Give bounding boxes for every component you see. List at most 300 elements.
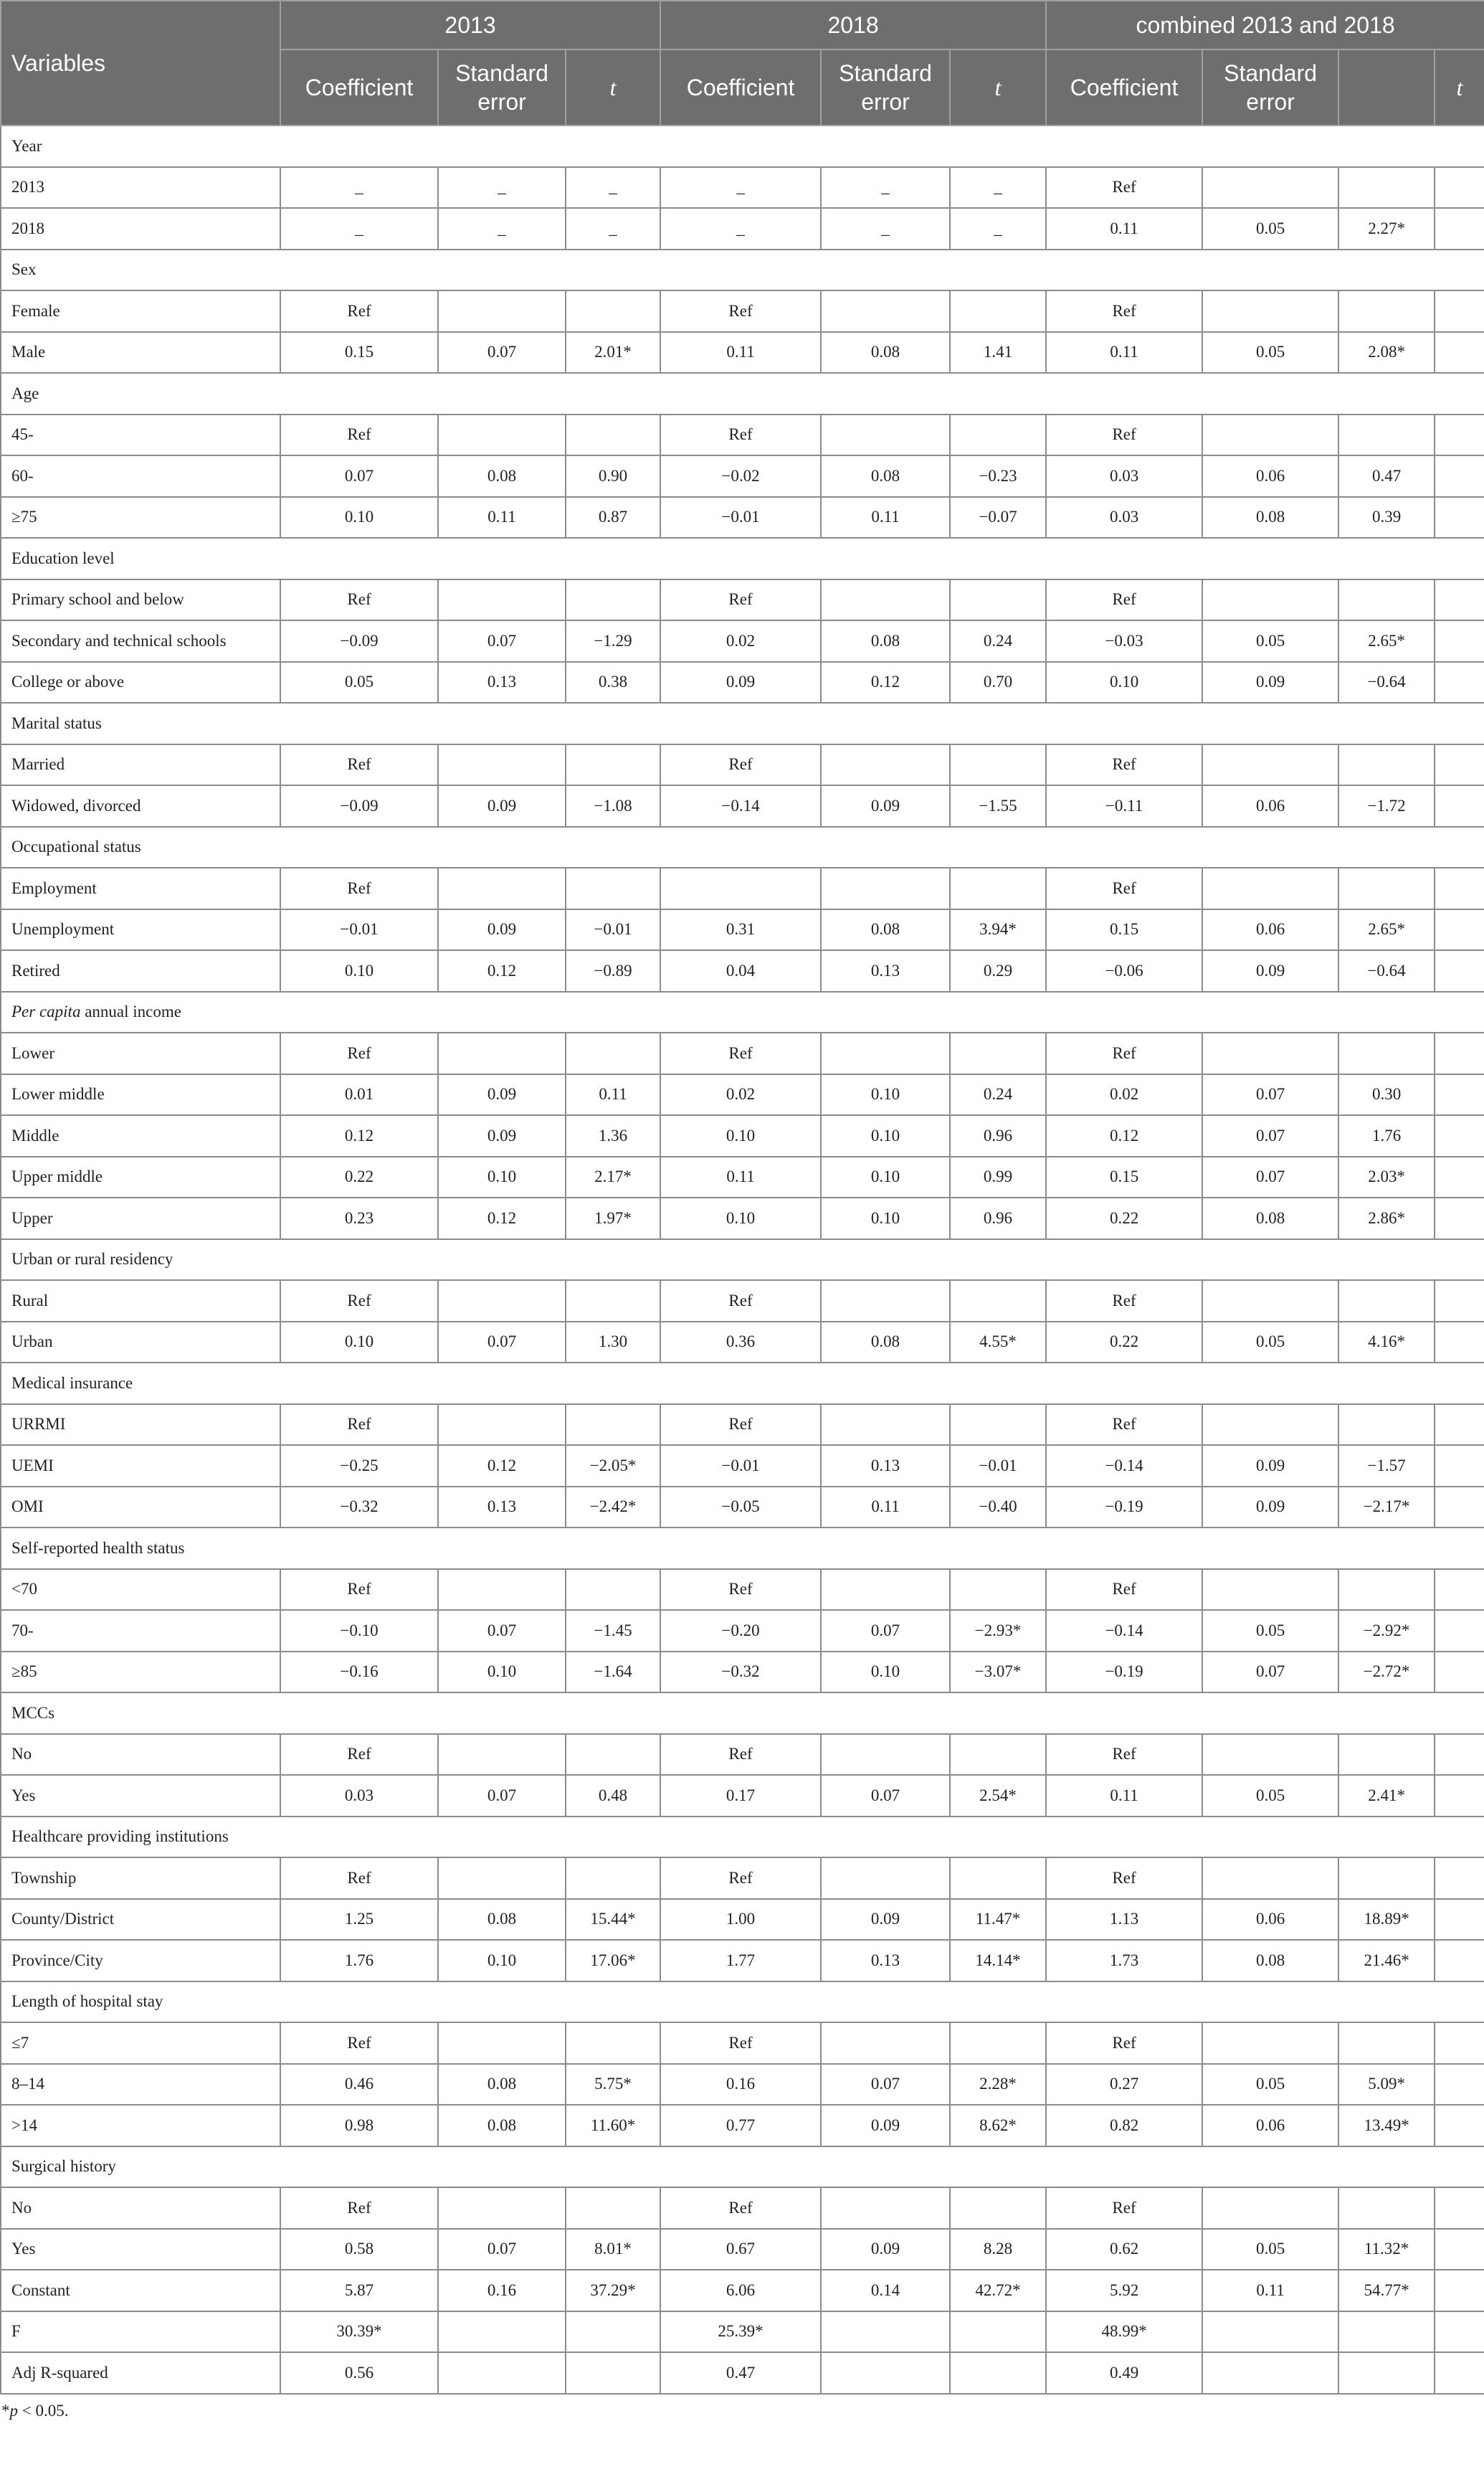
table-cell: 0.39 — [1338, 497, 1435, 539]
table-cell — [950, 1033, 1046, 1074]
table-cell: 0.10 — [438, 1652, 566, 1693]
table-cell: −1.08 — [566, 785, 660, 827]
table-cell — [950, 579, 1046, 621]
row-label: Urban — [1, 1322, 280, 1363]
table-cell — [950, 2022, 1046, 2064]
row-label: 70- — [1, 1610, 280, 1652]
table-cell — [1435, 208, 1484, 250]
table-cell: Ref — [1046, 1404, 1202, 1446]
header-t-2013: t — [566, 49, 660, 125]
header-se-2013: Standard error — [438, 49, 566, 125]
table-cell: 11.32* — [1338, 2229, 1435, 2270]
table-cell: 0.12 — [821, 662, 950, 704]
table-cell — [566, 744, 660, 786]
table-cell: 0.56 — [280, 2352, 438, 2394]
table-cell — [950, 415, 1046, 456]
table-cell: 0.02 — [660, 1074, 821, 1116]
table-cell — [438, 1857, 566, 1899]
group-label-text: Surgical history — [11, 2157, 116, 2176]
header-2013: 2013 — [280, 1, 660, 49]
table-cell — [566, 415, 660, 456]
header-2018: 2018 — [660, 1, 1046, 49]
table-cell: _ — [566, 208, 660, 250]
table-cell: 0.07 — [438, 2229, 566, 2270]
table-row — [1, 1198, 1484, 1239]
table-cell — [566, 1569, 660, 1611]
table-cell: −0.01 — [660, 497, 821, 539]
table-cell: Ref — [280, 1857, 438, 1899]
table-cell — [1435, 744, 1484, 786]
table-cell — [1435, 2064, 1484, 2106]
table-cell: 0.07 — [1202, 1074, 1338, 1116]
table-row — [1, 208, 1484, 250]
header-t-2018: t — [950, 49, 1046, 125]
table-cell — [821, 1280, 950, 1322]
table-cell — [1338, 167, 1435, 209]
table-cell: Ref — [280, 1280, 438, 1322]
table-cell: −1.45 — [566, 1610, 660, 1652]
table-cell: −0.32 — [660, 1652, 821, 1693]
table-cell — [821, 868, 950, 909]
table-cell: 1.41 — [950, 332, 1046, 374]
table-cell — [438, 579, 566, 621]
table-cell: 0.10 — [280, 950, 438, 992]
table-cell: 25.39* — [660, 2311, 821, 2353]
row-label: No — [1, 2187, 280, 2229]
table-cell: _ — [950, 167, 1046, 209]
row-label: Secondary and technical schools — [1, 620, 280, 662]
row-label: Male — [1, 332, 280, 374]
table-cell: 5.87 — [280, 2270, 438, 2311]
table-cell: 0.05 — [1202, 1322, 1338, 1363]
group-header-row — [1, 1528, 1484, 1569]
row-label: 2018 — [1, 208, 280, 250]
table-cell: −0.14 — [660, 785, 821, 827]
row-label: County/District — [1, 1899, 280, 1941]
table-cell: 2.27* — [1338, 208, 1435, 250]
group-header-row — [1, 827, 1484, 868]
table-cell: Ref — [660, 579, 821, 621]
table-cell: 1.36 — [566, 1115, 660, 1157]
group-label — [1, 1363, 1484, 1404]
row-label: 2013 — [1, 167, 280, 209]
table-cell: 8.62* — [950, 2105, 1046, 2146]
table-cell: 0.38 — [566, 662, 660, 704]
table-cell: 1.13 — [1046, 1899, 1202, 1941]
table-cell — [1202, 1280, 1338, 1322]
table-cell — [1435, 415, 1484, 456]
table-cell — [1435, 1610, 1484, 1652]
group-label-text: annual income — [80, 1003, 181, 1021]
table-cell: 0.07 — [280, 455, 438, 497]
table-cell — [1435, 2105, 1484, 2146]
table-cell: 0.09 — [438, 1074, 566, 1116]
row-label: ≥85 — [1, 1652, 280, 1693]
table-cell: 0.07 — [1202, 1115, 1338, 1157]
table-cell: 13.49* — [1338, 2105, 1435, 2146]
table-cell — [821, 1033, 950, 1074]
table-cell: 0.98 — [280, 2105, 438, 2146]
table-cell: 0.10 — [438, 1157, 566, 1198]
group-header-row — [1, 373, 1484, 415]
table-cell — [1202, 2022, 1338, 2064]
table-cell: 0.05 — [1202, 208, 1338, 250]
table-cell — [566, 579, 660, 621]
table-cell: _ — [821, 208, 950, 250]
table-cell: Ref — [280, 2187, 438, 2229]
group-label — [1, 827, 1484, 868]
table-cell: −2.17* — [1338, 1487, 1435, 1528]
table-cell: 0.10 — [821, 1198, 950, 1239]
table-cell: 0.08 — [821, 620, 950, 662]
group-label-text: Sex — [11, 260, 37, 279]
table-row — [1, 579, 1484, 621]
table-cell: 0.08 — [438, 2064, 566, 2106]
table-cell: 0.15 — [1046, 1157, 1202, 1198]
table-cell: 0.13 — [821, 1445, 950, 1487]
table-cell: 5.75* — [566, 2064, 660, 2106]
group-header-row — [1, 2146, 1484, 2188]
table-cell: 0.10 — [660, 1115, 821, 1157]
table-cell — [1435, 1857, 1484, 1899]
table-cell — [438, 2311, 566, 2353]
header-se-combined: Standard error — [1202, 49, 1338, 125]
row-label: 60- — [1, 455, 280, 497]
table-cell — [1435, 332, 1484, 374]
table-cell — [1202, 1734, 1338, 1776]
table-cell: 0.11 — [660, 332, 821, 374]
table-cell — [1202, 1404, 1338, 1446]
table-cell — [1338, 2311, 1435, 2353]
table-cell: Ref — [280, 415, 438, 456]
table-cell — [821, 2352, 950, 2394]
table-cell: −2.72* — [1338, 1652, 1435, 1693]
table-cell — [950, 290, 1046, 332]
table-cell: −0.01 — [280, 909, 438, 951]
table-cell: 0.11 — [1046, 208, 1202, 250]
row-label: Primary school and below — [1, 579, 280, 621]
table-cell — [821, 1734, 950, 1776]
table-cell: 2.65* — [1338, 909, 1435, 951]
table-cell: 0.11 — [821, 1487, 950, 1528]
table-cell: 0.46 — [280, 2064, 438, 2106]
table-row — [1, 2187, 1484, 2229]
table-cell — [1202, 415, 1338, 456]
table-cell: Ref — [660, 1404, 821, 1446]
table-cell: −0.14 — [1046, 1445, 1202, 1487]
table-cell — [1338, 2352, 1435, 2394]
table-cell: 5.09* — [1338, 2064, 1435, 2106]
table-cell — [1435, 868, 1484, 909]
table-cell: 0.10 — [821, 1115, 950, 1157]
table-cell — [566, 1734, 660, 1776]
table-row — [1, 415, 1484, 456]
table-cell: 0.22 — [1046, 1198, 1202, 1239]
table-cell: 0.10 — [280, 1322, 438, 1363]
table-cell: Ref — [280, 1404, 438, 1446]
table-cell: 0.62 — [1046, 2229, 1202, 2270]
row-label: 8–14 — [1, 2064, 280, 2106]
table-cell: 0.16 — [660, 2064, 821, 2106]
table-cell: Ref — [660, 2187, 821, 2229]
table-cell: 37.29* — [566, 2270, 660, 2311]
table-cell: 0.10 — [660, 1198, 821, 1239]
table-row — [1, 1033, 1484, 1074]
table-cell: 0.11 — [1202, 2270, 1338, 2311]
table-cell: _ — [660, 167, 821, 209]
group-header-row — [1, 538, 1484, 579]
table-cell — [566, 290, 660, 332]
table-cell — [1435, 1734, 1484, 1776]
table-cell: 0.09 — [1202, 662, 1338, 704]
table-cell — [950, 1569, 1046, 1611]
table-cell: 0.06 — [1202, 1899, 1338, 1941]
table-cell: 2.17* — [566, 1157, 660, 1198]
table-cell: 0.07 — [821, 1775, 950, 1817]
table-cell — [438, 744, 566, 786]
table-cell: 0.10 — [438, 1940, 566, 1981]
table-cell — [566, 2352, 660, 2394]
table-cell — [1338, 1280, 1435, 1322]
table-cell — [1202, 2187, 1338, 2229]
table-cell — [1338, 868, 1435, 909]
table-cell: 0.90 — [566, 455, 660, 497]
table-cell: 0.13 — [438, 1487, 566, 1528]
table-cell — [1435, 1775, 1484, 1817]
table-cell — [660, 868, 821, 909]
group-label-text: Urban or rural residency — [11, 1250, 173, 1269]
table-cell: 0.07 — [821, 2064, 950, 2106]
row-label: No — [1, 1734, 280, 1776]
table-cell — [1435, 1652, 1484, 1693]
table-cell: 0.05 — [1202, 620, 1338, 662]
table-cell: Ref — [660, 1280, 821, 1322]
table-cell: Ref — [1046, 2187, 1202, 2229]
table-cell: 30.39* — [280, 2311, 438, 2353]
table-cell — [1338, 290, 1435, 332]
table-cell: 0.05 — [1202, 332, 1338, 374]
table-cell — [566, 1280, 660, 1322]
table-cell: 54.77* — [1338, 2270, 1435, 2311]
table-cell: 0.03 — [1046, 455, 1202, 497]
table-row — [1, 662, 1484, 704]
group-label-text: Healthcare providing institutions — [11, 1827, 229, 1846]
group-label-text: Year — [11, 136, 42, 155]
table-cell: 0.96 — [950, 1115, 1046, 1157]
table-cell: Ref — [1046, 1280, 1202, 1322]
row-label: Township — [1, 1857, 280, 1899]
table-row — [1, 950, 1484, 992]
table-row — [1, 1899, 1484, 1941]
table-cell: 0.07 — [438, 1775, 566, 1817]
group-label-text: Self-reported health status — [11, 1538, 185, 1557]
table-cell: _ — [438, 208, 566, 250]
row-label: ≥75 — [1, 497, 280, 539]
table-cell: −0.10 — [280, 1610, 438, 1652]
table-cell: 0.07 — [1202, 1652, 1338, 1693]
table-row — [1, 1775, 1484, 1817]
table-cell: 2.65* — [1338, 620, 1435, 662]
table-row — [1, 1322, 1484, 1363]
table-cell: 0.08 — [821, 332, 950, 374]
table-cell: −2.92* — [1338, 1610, 1435, 1652]
table-cell — [821, 290, 950, 332]
table-cell — [950, 1857, 1046, 1899]
table-cell — [566, 1857, 660, 1899]
table-cell: 0.07 — [438, 1610, 566, 1652]
table-cell — [566, 2187, 660, 2229]
table-cell — [1202, 2311, 1338, 2353]
header-variables: Variables — [1, 1, 280, 125]
table-cell: Ref — [280, 290, 438, 332]
table-cell — [1435, 1198, 1484, 1239]
table-cell: 0.31 — [660, 909, 821, 951]
table-cell — [438, 290, 566, 332]
footnote-mark: * — [1, 2401, 10, 2420]
table-cell: Ref — [1046, 1857, 1202, 1899]
table-cell: 1.73 — [1046, 1940, 1202, 1981]
table-cell: 5.92 — [1046, 2270, 1202, 2311]
table-cell: −1.29 — [566, 620, 660, 662]
row-label: Rural — [1, 1280, 280, 1322]
row-label: ≤7 — [1, 2022, 280, 2064]
table-cell: 15.44* — [566, 1899, 660, 1941]
table-cell: −1.57 — [1338, 1445, 1435, 1487]
table-cell: Ref — [1046, 744, 1202, 786]
table-cell: 4.55* — [950, 1322, 1046, 1363]
table-cell: −0.20 — [660, 1610, 821, 1652]
table-row — [1, 868, 1484, 909]
table-cell: Ref — [1046, 1569, 1202, 1611]
table-cell: 0.03 — [280, 1775, 438, 1817]
group-header-row — [1, 1692, 1484, 1734]
row-label: UEMI — [1, 1445, 280, 1487]
table-cell: 0.08 — [1202, 1940, 1338, 1981]
table-cell — [821, 579, 950, 621]
table-row — [1, 332, 1484, 374]
table-cell: 2.86* — [1338, 1198, 1435, 1239]
table-cell: 0.07 — [438, 1322, 566, 1363]
header-coefficient-combined: Coefficient — [1046, 49, 1202, 125]
table-cell — [950, 2311, 1046, 2353]
table-cell: 0.14 — [821, 2270, 950, 2311]
group-header-row — [1, 1239, 1484, 1281]
table-cell: 0.15 — [280, 332, 438, 374]
table-cell — [1338, 1033, 1435, 1074]
group-header-row — [1, 1981, 1484, 2023]
table-cell: Ref — [280, 579, 438, 621]
row-label: Employment — [1, 868, 280, 909]
table-row — [1, 1280, 1484, 1322]
table-row — [1, 455, 1484, 497]
row-label: F — [1, 2311, 280, 2353]
table-cell: Ref — [660, 290, 821, 332]
table-row — [1, 1487, 1484, 1528]
table-cell: −2.93* — [950, 1610, 1046, 1652]
group-label — [1, 250, 1484, 291]
row-label: Yes — [1, 2229, 280, 2270]
row-label: Yes — [1, 1775, 280, 1817]
table-cell: 0.07 — [821, 1610, 950, 1652]
table-cell: 0.30 — [1338, 1074, 1435, 1116]
table-body — [1, 125, 1484, 2394]
table-cell: 0.29 — [950, 950, 1046, 992]
row-label: Middle — [1, 1115, 280, 1157]
table-header — [1, 1, 1484, 125]
table-cell: 6.06 — [660, 2270, 821, 2311]
table-cell: 0.08 — [821, 909, 950, 951]
table-cell: 0.09 — [1202, 1445, 1338, 1487]
group-label — [1, 1239, 1484, 1281]
table-row — [1, 1857, 1484, 1899]
table-cell: −0.25 — [280, 1445, 438, 1487]
table-cell: −1.55 — [950, 785, 1046, 827]
table-cell: 0.06 — [1202, 909, 1338, 951]
table-cell: −1.64 — [566, 1652, 660, 1693]
group-label-text: Medical insurance — [11, 1373, 133, 1392]
table-cell — [438, 1734, 566, 1776]
table-cell: 21.46* — [1338, 1940, 1435, 1981]
table-cell: Ref — [280, 2022, 438, 2064]
table-cell: Ref — [280, 868, 438, 909]
table-cell — [1202, 2352, 1338, 2394]
table-cell: −1.72 — [1338, 785, 1435, 827]
table-cell — [438, 2187, 566, 2229]
table-cell: 2.54* — [950, 1775, 1046, 1817]
table-cell: Ref — [660, 1033, 821, 1074]
table-cell: 0.87 — [566, 497, 660, 539]
table-cell: 0.10 — [821, 1157, 950, 1198]
table-cell — [1202, 579, 1338, 621]
table-row — [1, 1115, 1484, 1157]
table-cell: _ — [566, 167, 660, 209]
group-label — [1, 1692, 1484, 1734]
table-cell — [1338, 1404, 1435, 1446]
footnote — [0, 2395, 1484, 2428]
table-cell — [1435, 1280, 1484, 1322]
table-cell: 0.11 — [1046, 1775, 1202, 1817]
table-cell — [1435, 1487, 1484, 1528]
table-cell — [1435, 2229, 1484, 2270]
table-cell: 0.02 — [660, 620, 821, 662]
table-cell: 0.03 — [1046, 497, 1202, 539]
table-cell — [1435, 1940, 1484, 1981]
table-cell: 0.09 — [821, 2229, 950, 2270]
table-cell: 0.09 — [821, 2105, 950, 2146]
table-cell — [438, 2352, 566, 2394]
table-cell — [821, 744, 950, 786]
table-cell: 0.12 — [1046, 1115, 1202, 1157]
table-cell — [1338, 415, 1435, 456]
table-cell: −0.01 — [950, 1445, 1046, 1487]
table-cell: 48.99* — [1046, 2311, 1202, 2353]
table-cell: 0.67 — [660, 2229, 821, 2270]
table-cell: 1.00 — [660, 1899, 821, 1941]
table-cell: Ref — [1046, 579, 1202, 621]
group-label-text: Marital status — [11, 714, 102, 732]
table-cell: 0.49 — [1046, 2352, 1202, 2394]
table-row — [1, 2270, 1484, 2311]
table-cell — [1435, 1569, 1484, 1611]
table-cell: 0.11 — [1046, 332, 1202, 374]
table-cell — [566, 1404, 660, 1446]
table-cell: 0.10 — [821, 1652, 950, 1693]
table-cell: 0.09 — [821, 1899, 950, 1941]
group-label — [1, 703, 1484, 744]
header-coefficient-2018: Coefficient — [660, 49, 821, 125]
table-cell — [1202, 868, 1338, 909]
row-label: College or above — [1, 662, 280, 704]
